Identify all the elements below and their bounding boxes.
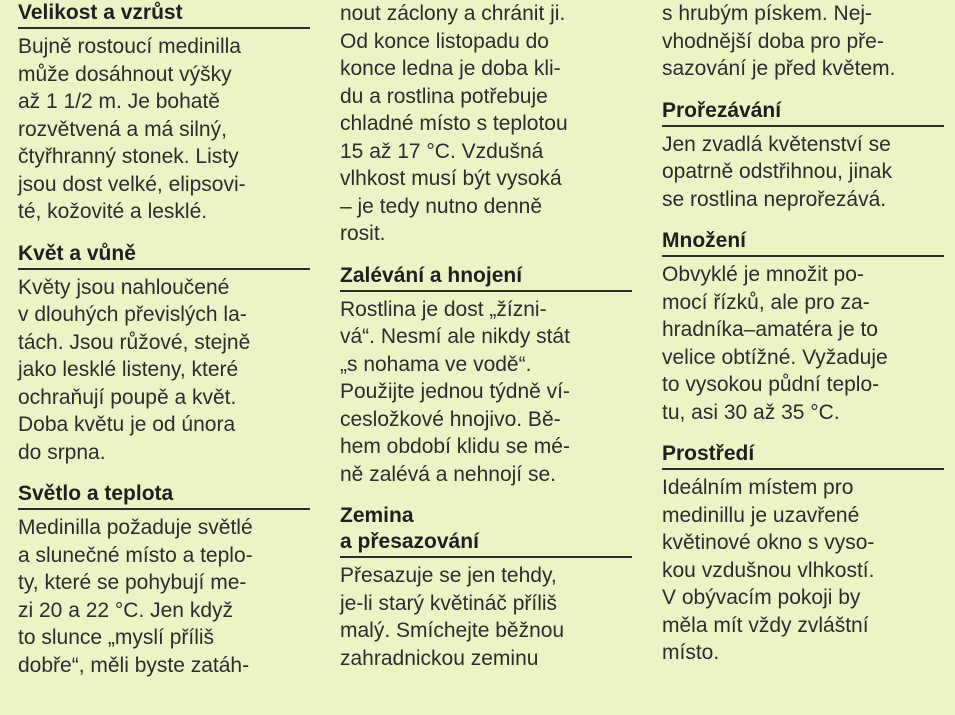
section (18, 0, 310, 226)
text-line: velice obtížné. Vyžaduje (662, 345, 888, 369)
heading-line: Velikost a vzrůst (18, 1, 183, 24)
text-line: může dosáhnout výšky (18, 62, 232, 86)
text-line: kou vzdušnou vlhkostí. (662, 558, 875, 582)
heading-line: Světlo a teplota (18, 482, 174, 505)
text-line: měla mít vždy zvláštní (662, 613, 869, 637)
text-line: cesložkové hnojivo. Bě- (340, 407, 561, 431)
section (18, 481, 310, 679)
text-line: mocí řízků, ale pro za- (662, 290, 870, 314)
text-line: Od konce listopadu do (340, 29, 549, 53)
heading-line: a přesazování (340, 530, 479, 553)
section (662, 98, 944, 214)
text-line: Jen zvadlá květenství se (662, 132, 891, 156)
text-line: s hrubým pískem. Nej- (662, 2, 873, 25)
heading-line: Zemina (340, 504, 414, 527)
text-line: a slunečné místo a teplo- (18, 543, 253, 567)
section-heading (340, 263, 632, 292)
text-line: „s nohama ve vodě“. (340, 352, 532, 376)
text-line: je-li starý květináč příliš (340, 591, 558, 615)
text-line: tu, asi 30 až 35 °C. (662, 400, 840, 424)
text-line: květinové okno s vyso- (662, 531, 875, 554)
text-line: to slunce „myslí příliš (18, 626, 215, 649)
text-line: až 1 1/2 m. Je bohatě (18, 90, 220, 113)
text-line: Přesazuje se jen tehdy, (340, 564, 557, 587)
text-line: místo. (662, 641, 720, 664)
section (340, 503, 632, 672)
text-line: to vysokou půdní teplo- (662, 373, 880, 396)
text-line: rozvětvená a má silný, (18, 117, 227, 141)
column-2 (340, 0, 632, 687)
text-line: do srpna. (18, 440, 106, 464)
text-line: Použijte jednou týdně ví- (340, 380, 570, 403)
section (662, 228, 944, 426)
text-line: du a rostlina potřebuje (340, 84, 548, 108)
heading-line: Prostředí (662, 442, 755, 465)
text-line: dobře“, měli byste zatáh- (18, 653, 250, 677)
text-line: vlhkost musí být vysoká (340, 167, 562, 190)
text-line: zi 20 a 22 °C. Jen když (18, 598, 234, 622)
text-line: chladné místo s teplotou (340, 112, 568, 135)
heading-line: Množení (662, 229, 746, 252)
column-3 (662, 0, 944, 682)
section-heading (662, 441, 944, 470)
text-line: Bujně rostoucí medinilla (18, 35, 241, 58)
text-line: Obvyklé je množit po- (662, 263, 864, 286)
text-line: rosit. (340, 222, 386, 245)
section (340, 0, 632, 248)
section-heading (340, 503, 632, 558)
text-line: té, kožovité a lesklé. (18, 200, 208, 223)
text-line: 15 až 17 °C. Vzdušná (340, 139, 544, 163)
section (340, 263, 632, 489)
text-line: Medinilla požaduje světlé (18, 516, 253, 539)
text-line: ochraňují poupě a květ. (18, 385, 237, 409)
section-heading (662, 98, 944, 127)
text-line: v dlouhých převislých la- (18, 303, 247, 326)
text-line: sazování je před květem. (662, 57, 896, 80)
heading-line: Prořezávání (662, 98, 782, 122)
heading-line: Zalévání a hnojení (340, 263, 523, 287)
text-line: hradníka–amatéra je to (662, 318, 878, 341)
section-heading (18, 241, 310, 270)
section-heading (18, 0, 310, 29)
text-line: Doba květu je od února (18, 413, 236, 436)
text-line: čtyřhranný stonek. Listy (18, 145, 239, 168)
section (662, 441, 944, 667)
text-line: V obývacím pokoji by (662, 586, 861, 609)
section (662, 0, 944, 83)
text-line: opatrně odstřihnou, jinak (662, 160, 892, 183)
section (18, 241, 310, 467)
text-line: se rostlina neprořezává. (662, 187, 887, 211)
text-line: Ideálním místem pro (662, 476, 854, 499)
text-line: medinillu je uzavřené (662, 503, 860, 527)
text-line: ně zalévá a nehnojí se. (340, 462, 556, 486)
text-line: – je tedy nutno denně (340, 194, 543, 218)
text-line: tách. Jsou růžové, stejně (18, 330, 251, 354)
text-line: nout záclony a chránit ji. (340, 2, 566, 25)
text-line: ty, které se pohybují me- (18, 571, 247, 594)
text-line: vá“. Nesmí ale nikdy stát (340, 325, 570, 348)
text-line: konce ledna je doba kli- (340, 57, 561, 80)
heading-line: Květ a vůně (18, 241, 136, 265)
text-line: hem období klidu se mé- (340, 435, 570, 458)
text-line: Květy jsou nahloučené (18, 275, 230, 299)
text-line: jsou dost velké, elipsovi- (18, 172, 246, 196)
text-line: zahradnickou zeminu (340, 646, 539, 670)
section-heading (18, 481, 310, 510)
text-line: Rostlina je dost „žízni- (340, 297, 547, 321)
text-line: jako lesklé listeny, které (18, 358, 239, 381)
text-line: malý. Smíchejte běžnou (340, 619, 565, 642)
column-1 (18, 0, 310, 694)
section-heading (662, 228, 944, 257)
text-line: vhodnější doba pro pře- (662, 29, 884, 53)
